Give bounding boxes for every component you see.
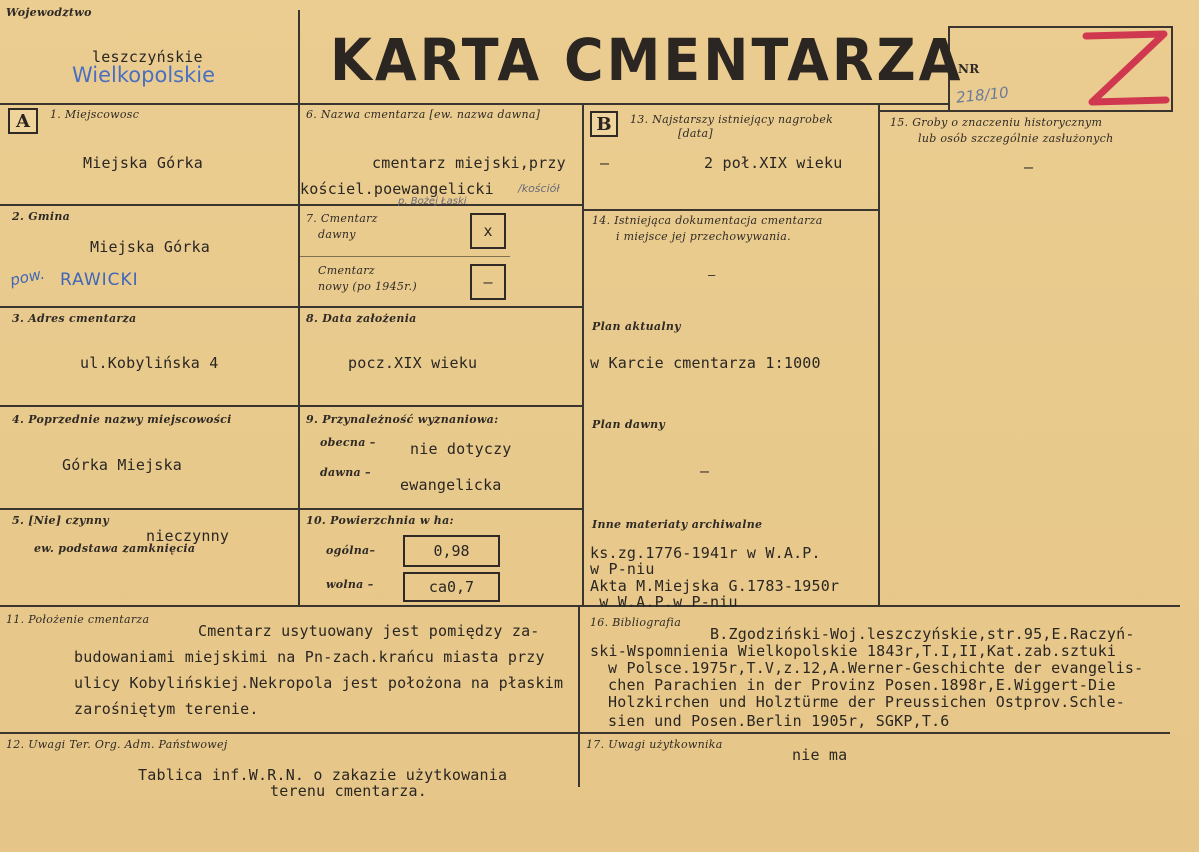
- f13-label-1: 13. Najstarszy istniejący nagrobek: [630, 113, 834, 126]
- f7-nowy-label-2: nowy (po 1945r.): [318, 280, 417, 293]
- rule-bottom-mid-h: [0, 732, 1170, 734]
- f17-label: 17. Uwagi użytkownika: [586, 738, 723, 751]
- rule-nr-box-right: [1171, 26, 1173, 112]
- rule-a-4: [0, 508, 584, 510]
- f4-label: 4. Poprzednie nazwy miejscowości: [12, 413, 232, 426]
- plan-dawny-value: —: [700, 462, 710, 480]
- f16-line-2: ski-Wspomnienia Wielkopolskie 1843r,T.I,II,Kat.zab.sztuki: [590, 642, 1117, 660]
- f6-value-line-2: kościel.poewangelicki: [300, 180, 494, 198]
- f15-label-1: 15. Groby o znaczeniu historycznym: [890, 116, 1103, 129]
- rule-a-1: [0, 204, 584, 206]
- f2-label: 2. Gmina: [12, 210, 71, 223]
- f3-label: 3. Adres cmentarza: [12, 312, 137, 325]
- f6-handwritten-2: p. Bożej Łaski: [398, 196, 467, 207]
- f6-value-line-1: cmentarz miejski,przy: [372, 154, 566, 172]
- plan-dawny-label: Plan dawny: [592, 418, 666, 431]
- f9-dawna-value: ewangelicka: [400, 476, 502, 494]
- card-title: KARTA CMENTARZA: [330, 26, 964, 95]
- inne-line-1: ks.zg.1776-1941r w W.A.P.: [590, 544, 821, 562]
- f10-ogolna-box: 0,98: [403, 535, 500, 567]
- f13-value: 2 poł.XIX wieku: [704, 154, 843, 172]
- f2-pow-prefix: pow.: [8, 264, 47, 290]
- f6-label: 6. Nazwa cmentarza [ew. nazwa dawna]: [306, 108, 541, 121]
- section-a-letter: A: [8, 108, 38, 134]
- rule-b-1: [584, 209, 880, 211]
- f16-line-1: B.Zgodziński-Woj.leszczyńskie,str.95,E.Raczyń-: [710, 625, 1135, 643]
- rule-a-2: [0, 306, 584, 308]
- f7-nowy-checkbox: –: [470, 264, 506, 300]
- rule-col-b-right: [878, 105, 880, 607]
- inne-line-3: Akta M.Miejska G.1783-1950r: [590, 577, 840, 595]
- f11-line-4: zarośniętym terenie.: [74, 700, 259, 718]
- f12-line-1: Tablica inf.W.R.N. o zakazie użytkowania: [138, 766, 508, 784]
- f4-value: Górka Miejska: [62, 456, 182, 474]
- f9-dawna-label: dawna –: [320, 466, 371, 479]
- f11-line-1: Cmentarz usytuowany jest pomiędzy za-: [198, 622, 540, 640]
- wojewodztwo-new-stamp: Wielkopolskie: [72, 63, 216, 87]
- f16-line-6: sien und Posen.Berlin 1905r, SGKP,T.6: [608, 712, 950, 730]
- f16-line-5: Holzkirchen und Holztürme der Preussichen Ostprov.Schle-: [608, 693, 1125, 711]
- f6-handwritten: /kościół: [518, 182, 560, 195]
- f13-label-2: [data]: [678, 127, 713, 140]
- inne-materialy-label: Inne materiaty archiwalne: [592, 518, 763, 531]
- nr-handwritten: 218/10: [955, 83, 1010, 107]
- f16-line-3: w Polsce.1975r,T.V,z.12,A.Werner-Geschichte der evangelis-: [608, 659, 1144, 677]
- f7-nowy-label: Cmentarz: [318, 264, 375, 277]
- rule-bottom-mid-v: [578, 607, 580, 787]
- f11-label: 11. Położenie cmentarza: [6, 613, 150, 626]
- category-z-mark: [1080, 26, 1170, 114]
- rule-f7-split: [300, 256, 510, 257]
- rule-a-3: [0, 405, 584, 407]
- f10-wolna-box: ca0,7: [403, 572, 500, 602]
- f5-label: 5. [Nie] czynny: [12, 514, 110, 527]
- inne-line-2: w P-niu: [590, 560, 655, 578]
- section-b-letter: B: [590, 111, 618, 137]
- f8-label: 8. Data założenia: [306, 312, 417, 325]
- f12-label: 12. Uwagi Ter. Org. Adm. Państwowej: [6, 738, 228, 751]
- wojewodztwo-old-value: leszczyńskie: [92, 48, 203, 66]
- f11-line-2: budowaniami miejskimi na Pn-zach.krańcu miasta przy: [74, 648, 545, 666]
- f2-value: Miejska Górka: [90, 238, 210, 256]
- f5-sublabel: ew. podstawa zamknięcia: [34, 542, 196, 555]
- f11-line-3: ulicy Kobylińskiej.Nekropola jest położona na płaskim: [74, 674, 564, 692]
- f2-pow-value: RAWICKI: [60, 270, 139, 290]
- f16-line-4: chen Parachien in der Provinz Posen.1898r,E.Wiggert-Die: [608, 676, 1116, 694]
- f13-dash: –: [600, 154, 610, 172]
- f9-label: 9. Przynależność wyznaniowa:: [306, 413, 499, 426]
- f7-dawny-checkbox: x: [470, 213, 506, 249]
- f15-value: –: [1024, 158, 1034, 176]
- f14-label-2: i miejsce jej przechowywania.: [616, 230, 791, 243]
- f1-value: Miejska Górka: [83, 154, 203, 172]
- f3-value: ul.Kobylińska 4: [80, 354, 219, 372]
- f7-label: 7. Cmentarz: [306, 212, 378, 225]
- rule-header-bottom: [0, 103, 950, 105]
- f5-value: nieczynny: [146, 527, 230, 545]
- f9-obecna-label: obecna –: [320, 436, 376, 449]
- f10-label: 10. Powierzchnia w ha:: [306, 514, 454, 527]
- f12-line-2: terenu cmentarza.: [270, 782, 427, 800]
- f9-obecna-value: nie dotyczy: [410, 440, 512, 458]
- nr-label: NR: [958, 62, 980, 76]
- f16-label: 16. Bibliografia: [590, 616, 682, 629]
- rule-col-b-left: [582, 105, 584, 607]
- f8-value: pocz.XIX wieku: [348, 354, 478, 372]
- f10-ogolna-label: ogólna–: [326, 544, 376, 557]
- category-z-glyph: [1080, 26, 1170, 110]
- f10-wolna-label: wolna –: [326, 578, 374, 591]
- f14-label-1: 14. Istniejąca dokumentacja cmentarza: [592, 214, 823, 227]
- f14-dash: –: [708, 268, 716, 282]
- plan-aktualny-label: Plan aktualny: [592, 320, 681, 333]
- f1-label: 1. Miejscowosc: [50, 108, 140, 121]
- f7-label-2: dawny: [318, 228, 356, 241]
- plan-aktualny-value: w Karcie cmentarza 1:1000: [590, 354, 821, 372]
- f15-label-2: lub osób szczególnie zasłużonych: [918, 132, 1114, 145]
- inne-line-4: w W.A.P.w P-niu: [590, 593, 738, 611]
- rule-col-a-right: [298, 10, 300, 607]
- wojewodztwo-label: Wojewodztwo: [6, 6, 92, 19]
- f17-value: nie ma: [792, 746, 848, 764]
